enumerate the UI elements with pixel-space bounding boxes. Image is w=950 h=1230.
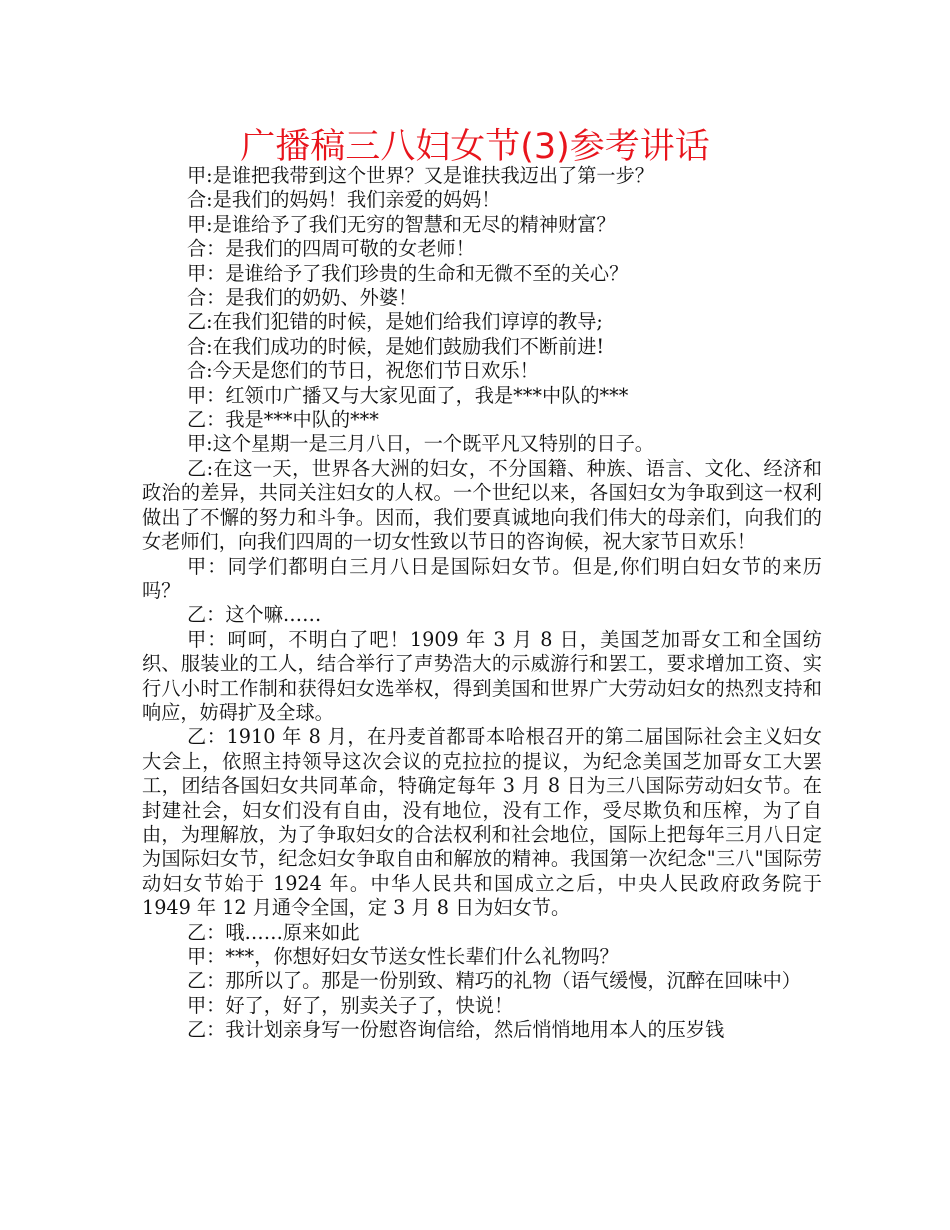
paragraph: 乙：这个嘛…… — [187, 603, 322, 627]
paragraph: 合：是我们的四周可敬的女老师！ — [187, 237, 475, 261]
paragraph: 乙:在这一天，世界各大洲的妇女，不分国籍、种族、语言、文化、经济和政治的差异，共同关注妇女的人权。一个世纪以来，各国妇女为争取到这一权利做出了不懈的努力和斗争。因而，我们要真诚地向我们伟大的母亲们，向我们的女老师们，向我们四周的一切女性致以节日的咨询候，祝大家节日欢乐！ — [142, 456, 822, 554]
paragraph: 甲：红领巾广播又与大家见面了，我是***中队的*** — [187, 383, 629, 407]
paragraph: 乙：我计划亲身写一份慰咨询信给，然后悄悄地用本人的压岁钱 — [187, 1018, 725, 1042]
paragraph: 合：是我们的奶奶、外婆！ — [187, 286, 418, 310]
paragraph: 乙:在我们犯错的时候，是她们给我们谆谆的教导; — [187, 310, 603, 334]
paragraph: 甲：好了，好了，别卖关子了，快说！ — [187, 993, 514, 1017]
paragraph: 甲：呵呵，不明白了吧！1909 年 3 月 8 日，美国芝加哥女工和全国纺织、服装业的工人，结合举行了声势浩大的示威游行和罢工，要求增加工资、实行八小时工作制和获得妇女选举权，得到美国和世界广大劳动妇女的热烈支持和响应，妨碍扩及全球。 — [142, 627, 822, 724]
paragraph: 甲：是谁给予了我们珍贵的生命和无微不至的关心？ — [187, 261, 629, 285]
paragraph: 乙：1910 年 8 月，在丹麦首都哥本哈根召开的第二届国际社会主义妇女大会上，依照主持领导这次会议的克拉拉的提议，为纪念美国芝加哥女工大罢工，团结各国妇女共同革命，特确定每年 3 月 8 日为三八国际劳动妇女节。在封建社会，妇女们没有自由，没有地位，没有工作，受尽欺负和压榨，为了自由，为理解放，为了争取妇女的合法权利和社会地位，国际上把每年三月八日定为国际妇女节，纪念妇女争取自由和解放的精神。我国第一次纪念"三八"国际劳动妇女节始于 1924 年。中华人民共和国成立之后，中央人民政府政务院于 1949 年 12 月通令全国，定 3 月 8 日为妇女节。 — [142, 725, 822, 920]
paragraph: 乙：哦……原来如此 — [187, 920, 360, 944]
document-title: 广播稿三八妇女节(3)参考讲话 — [240, 127, 710, 167]
paragraph: 甲：***，你想好妇女节送女性长辈们什么礼物吗？ — [187, 945, 619, 968]
paragraph: 甲:这个星期一是三月八日，一个既平凡又特别的日子。 — [187, 432, 654, 456]
paragraph: 合:是我们的妈妈！我们亲爱的妈妈！ — [187, 188, 501, 212]
paragraph: 甲：同学们都明白三月八日是国际妇女节。但是,你们明白妇女节的来历吗？ — [142, 554, 822, 602]
paragraph: 甲:是谁把我带到这个世界？又是谁扶我迈出了第一步？ — [187, 164, 654, 187]
document-body — [142, 164, 822, 1043]
paragraph: 合:今天是您们的节日，祝您们节日欢乐！ — [187, 359, 539, 383]
paragraph: 乙：我是***中队的*** — [187, 408, 379, 432]
paragraph: 乙：那所以了。那是一份别致、精巧的礼物（语气缓慢，沉醉在回味中） — [187, 969, 801, 993]
paragraph: 合:在我们成功的时候，是她们鼓励我们不断前进! — [187, 334, 605, 358]
paragraph: 甲:是谁给予了我们无穷的智慧和无尽的精神财富？ — [187, 212, 616, 236]
